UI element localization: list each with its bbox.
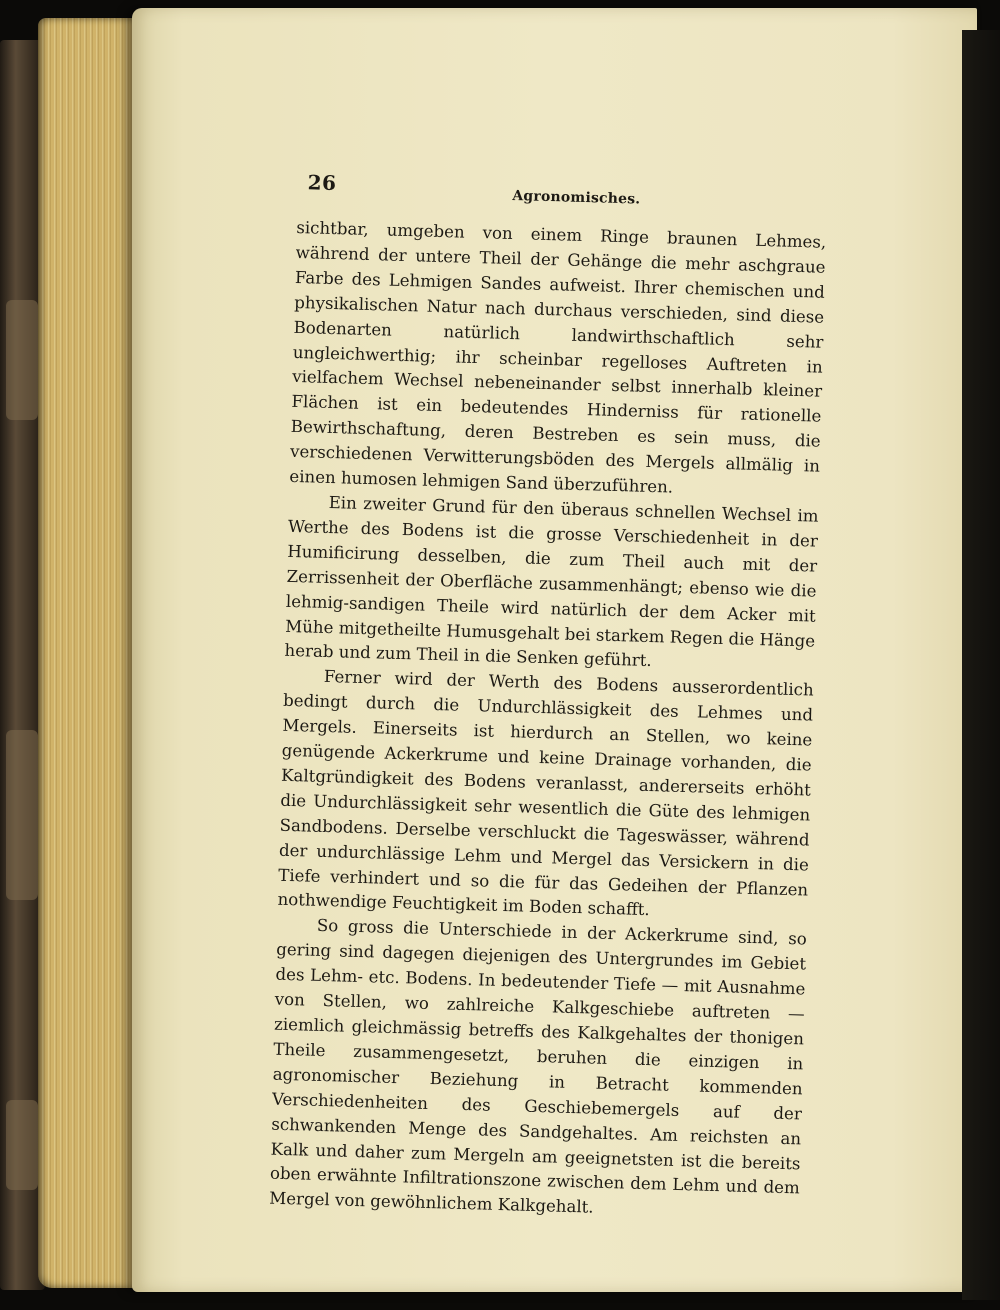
facing-page-edge: [962, 30, 1000, 1300]
page-content: [269, 170, 828, 1227]
page-number: 26: [307, 170, 337, 196]
body-text: [269, 216, 827, 1227]
running-head: Agronomisches.: [512, 187, 641, 208]
paragraph: sichtbar, umgeben von einem Ringe braunen Lehmes, während der untere Theil der Gehänge die mehr aschgraue Farbe des Lehmigen Sandes aufweist. Ihrer chemischen und physikalischen Natur nach durchaus verschieden, sind diese Bodenarten natürlich landwirthschaftlich sehr ungleichwerthig; ihr scheinbar regelloses Auftreten in vielfachem Wechsel nebeneinander selbst innerhalb kleiner Flächen ist ein bedeutendes Hinderniss für rationelle Bewirthschaftung, deren Bestreben es sein muss, die verschiedenen Verwitterungsböden des Mergels allmälig in einen humosen lehmigen Sand überzuführen.: [289, 217, 827, 497]
paragraph: Ein zweiter Grund für den überaus schnellen Wechsel im Werthe des Bodens ist die grosse Verschiedenheit in der Humificirung desselben, die zum Theil auch mit der Zerrissenheit der Oberfläche zusammenhängt; ebenso wie die lehmig-sandigen Theile wird natürlich der dem Acker mit Mühe mitgetheilte Humusgehalt bei starkem Regen die Hänge herab und zum Theil in die Senken geführt.: [284, 492, 819, 671]
paragraph: So gross die Unterschiede in der Ackerkrume sind, so gering sind dagegen diejenigen des Untergrundes im Gebiet des Lehm- etc. Bodens. In bedeutender Tiefe — mit Ausnahme von Stellen, wo zahlreiche Kalkgeschiebe auftreten — ziemlich gleichmässig betreffs des Kalkgehaltes der thonigen Theile zusammengesetzt, beruhen die einzigen in agronomischer Beziehung in Betracht kommenden Verschiedenheiten des Geschiebemergels auf der schwankenden Menge des Sandgehaltes. Am reichsten an Kalk und daher zum Mergeln am geeignetsten ist die bereits oben erwähnte Infiltrationszone zwischen dem Lehm und dem Mergel von gewöhnlichem Kalkgehalt.: [269, 916, 807, 1217]
paragraph: Ferner wird der Werth des Bodens ausserordentlich bedingt durch die Undurchlässigkeit des Lehmes und Mergels. Einerseits ist hierdurch an Stellen, wo keine genügende Ackerkrume und keine Drainage vorhanden, die Kaltgründigkeit des Bodens veranlasst, andererseits erhöht die Undurchlässigkeit sehr wesentlich die Güte des lehmigen Sandbodens. Derselbe verschluckt die Tageswässer, während der undurchlässige Lehm und Mergel das Versickern in die Tiefe verhindert und so die für das Gedeihen der Pflanzen nothwendige Feuchtigkeit im Boden schafft.: [277, 667, 814, 920]
